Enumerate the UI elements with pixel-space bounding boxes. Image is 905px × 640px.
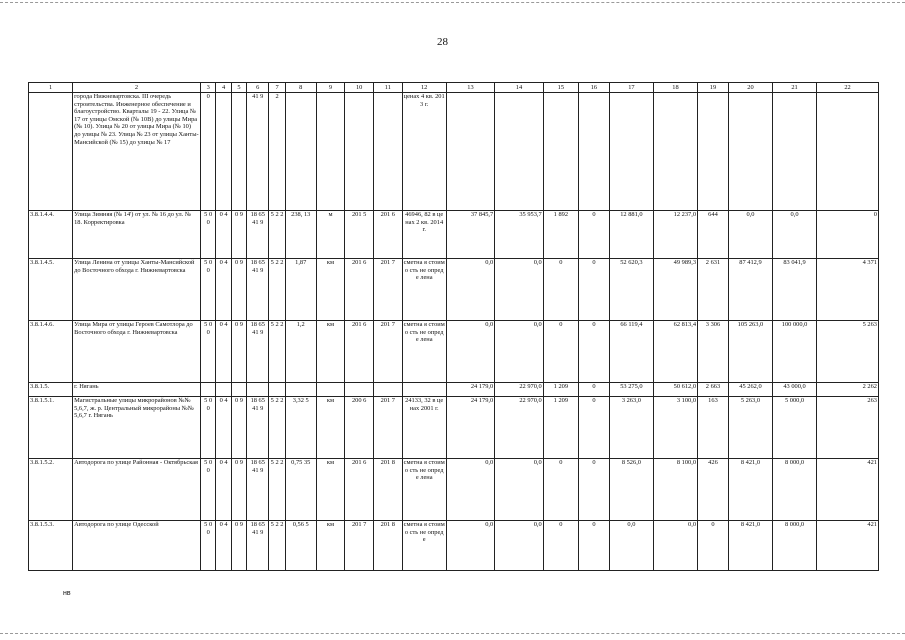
end-year-cell: 201 7 [373, 321, 402, 383]
footer-mark: нв [63, 590, 71, 597]
estimate-cell: сметна я стоимо сть не опреде [402, 521, 446, 571]
col5-cell [231, 93, 246, 211]
row-code-cell [29, 93, 73, 211]
column-header: 5 [231, 83, 246, 93]
estimate-cell: 46946, 82 в ценах 2 кв. 2014 г. [402, 211, 446, 259]
col3-cell: 5 0 0 [200, 321, 215, 383]
estimate-cell: сметна я стоимо сть не опреде лена [402, 459, 446, 521]
col19-cell [698, 93, 729, 211]
col3-cell: 5 0 0 [200, 259, 215, 321]
col3-cell: 5 0 0 [200, 459, 215, 521]
start-year-cell: 201 5 [345, 211, 374, 259]
col15-cell: 0 [543, 459, 578, 521]
column-header: 19 [698, 83, 729, 93]
col7-cell: 5 2 2 [269, 459, 286, 521]
end-year-cell: 201 7 [373, 397, 402, 459]
column-header: 3 [200, 83, 215, 93]
col5-cell: 0 9 [231, 459, 246, 521]
col15-cell: 1 209 [543, 397, 578, 459]
row-code-cell: 3.8.1.4.4. [29, 211, 73, 259]
col20-cell: 8 421,0 [728, 521, 772, 571]
col17-cell: 8 526,0 [609, 459, 653, 521]
col20-cell: 87 412,9 [728, 259, 772, 321]
col15-cell [543, 93, 578, 211]
row-name-cell: Улица Зимняя (№ 14') от ул. № 16 до ул. № 18. Корректировка [73, 211, 201, 259]
col4-cell: 0 4 [216, 459, 231, 521]
col4-cell: 0 4 [216, 211, 231, 259]
column-header: 2 [73, 83, 201, 93]
col18-cell: 62 813,4 [653, 321, 697, 383]
col15-cell: 0 [543, 321, 578, 383]
length-cell: 0,75 35 [285, 459, 316, 521]
end-year-cell: 201 8 [373, 459, 402, 521]
col16-cell: 0 [579, 259, 610, 321]
column-header: 16 [579, 83, 610, 93]
col6-cell [247, 383, 269, 397]
col21-cell: 8 000,0 [773, 459, 817, 521]
header-row [29, 83, 879, 93]
col5-cell: 0 9 [231, 259, 246, 321]
col18-cell: 12 237,0 [653, 211, 697, 259]
row-code-cell: 3.8.1.4.5. [29, 259, 73, 321]
col19-cell: 2 631 [698, 259, 729, 321]
col4-cell: 0 4 [216, 521, 231, 571]
col15-cell: 0 [543, 521, 578, 571]
col18-cell: 50 612,0 [653, 383, 697, 397]
col19-cell: 0 [698, 521, 729, 571]
col20-cell: 0,0 [728, 211, 772, 259]
start-year-cell: 201 7 [345, 521, 374, 571]
column-header: 9 [316, 83, 345, 93]
col7-cell: 2 [269, 93, 286, 211]
col22-cell: 0 [817, 211, 879, 259]
row-code-cell: 3.8.1.5.2. [29, 459, 73, 521]
table-row [29, 93, 879, 211]
col3-cell [200, 383, 215, 397]
col6-cell: 18 65 41 9 [247, 211, 269, 259]
col14-cell [495, 93, 544, 211]
col5-cell [231, 383, 246, 397]
col13-cell: 0,0 [446, 259, 495, 321]
col15-cell: 1 209 [543, 383, 578, 397]
col20-cell [728, 93, 772, 211]
col18-cell [653, 93, 697, 211]
budget-table [28, 82, 879, 571]
column-header: 12 [402, 83, 446, 93]
col22-cell [817, 93, 879, 211]
col20-cell: 45 262,0 [728, 383, 772, 397]
estimate-cell: 24133, 32 в ценах 2001 г. [402, 397, 446, 459]
col6-cell: 18 65 41 9 [247, 321, 269, 383]
unit-cell: км [316, 397, 345, 459]
col21-cell: 83 041,9 [773, 259, 817, 321]
row-code-cell: 3.8.1.5. [29, 383, 73, 397]
scan-bottom-edge [0, 633, 905, 634]
length-cell [285, 93, 316, 211]
end-year-cell: 201 7 [373, 259, 402, 321]
unit-cell: м [316, 211, 345, 259]
col22-cell: 2 262 [817, 383, 879, 397]
col19-cell: 3 306 [698, 321, 729, 383]
row-name-cell: города Нижневартовска. III очередь строительства. Инженерное обеспечение и благоустройство. Кварталы 19 - 22. Улица № 17 от улицы Омской (№ 10В) до улицы Мира (№ 10). Улица № 20 от улицы Мира (№ 10) до улицы № 23. Улица № 23 от улицы Ханты-Мансийской (№ 15) до улицы № 17 [73, 93, 201, 211]
start-year-cell: 200 6 [345, 397, 374, 459]
page-number: 28 [437, 36, 448, 48]
start-year-cell: 201 6 [345, 321, 374, 383]
estimate-cell: сметна я стоимо сть не опреде лена [402, 321, 446, 383]
column-header: 4 [216, 83, 231, 93]
col4-cell: 0 4 [216, 321, 231, 383]
col20-cell: 5 263,0 [728, 397, 772, 459]
col20-cell: 8 421,0 [728, 459, 772, 521]
end-year-cell: 201 6 [373, 211, 402, 259]
col13-cell: 0,0 [446, 521, 495, 571]
col22-cell: 421 [817, 459, 879, 521]
col17-cell: 3 263,0 [609, 397, 653, 459]
col16-cell: 0 [579, 397, 610, 459]
col14-cell: 22 970,0 [495, 397, 544, 459]
row-name-cell: Магистральные улицы микрорайонов №№ 5,6,7, ж. р. Центральный микрорайоны №№ 5,6,7 г. Нягань [73, 397, 201, 459]
col21-cell [773, 93, 817, 211]
length-cell: 1,2 [285, 321, 316, 383]
start-year-cell [345, 383, 374, 397]
row-name-cell: Улица Ленина от улицы Ханты-Мансийской до Восточного обхода г. Нижневартовска [73, 259, 201, 321]
col14-cell: 35 953,7 [495, 211, 544, 259]
row-name-cell: Автодорога по улице Районная - Октябрьская [73, 459, 201, 521]
column-header: 21 [773, 83, 817, 93]
col19-cell: 2 663 [698, 383, 729, 397]
row-name-cell: Улица Мира от улицы Героев Самотлора до Восточного обхода г. Нижневартовска [73, 321, 201, 383]
estimate-cell: ценах 4 кв. 2013 г. [402, 93, 446, 211]
length-cell: 1,87 [285, 259, 316, 321]
col7-cell: 5 2 2 [269, 259, 286, 321]
col13-cell [446, 93, 495, 211]
col14-cell: 0,0 [495, 521, 544, 571]
column-header: 11 [373, 83, 402, 93]
table-row [29, 321, 879, 383]
column-header: 17 [609, 83, 653, 93]
col20-cell: 105 263,0 [728, 321, 772, 383]
col21-cell: 8 000,0 [773, 521, 817, 571]
length-cell: 3,32 5 [285, 397, 316, 459]
col17-cell: 53 275,0 [609, 383, 653, 397]
col17-cell: 0,0 [609, 521, 653, 571]
start-year-cell [345, 93, 374, 211]
unit-cell [316, 383, 345, 397]
col13-cell: 0,0 [446, 459, 495, 521]
start-year-cell: 201 6 [345, 459, 374, 521]
unit-cell: км [316, 321, 345, 383]
col13-cell: 0,0 [446, 321, 495, 383]
col4-cell: 0 4 [216, 397, 231, 459]
column-header: 6 [247, 83, 269, 93]
col6-cell: 41 9 [247, 93, 269, 211]
col6-cell: 18 65 41 9 [247, 259, 269, 321]
column-header: 1 [29, 83, 73, 93]
unit-cell: км [316, 521, 345, 571]
col4-cell: 0 4 [216, 259, 231, 321]
col17-cell [609, 93, 653, 211]
col22-cell: 421 [817, 521, 879, 571]
col21-cell: 0,0 [773, 211, 817, 259]
col3-cell: 5 0 0 [200, 397, 215, 459]
column-header: 20 [728, 83, 772, 93]
col18-cell: 3 100,0 [653, 397, 697, 459]
column-header: 8 [285, 83, 316, 93]
length-cell: 0,56 5 [285, 521, 316, 571]
estimate-cell [402, 383, 446, 397]
unit-cell: км [316, 459, 345, 521]
table-row [29, 397, 879, 459]
col5-cell: 0 9 [231, 521, 246, 571]
column-header: 22 [817, 83, 879, 93]
col16-cell: 0 [579, 459, 610, 521]
col6-cell: 18 65 41 9 [247, 521, 269, 571]
table-row [29, 521, 879, 571]
col7-cell: 5 2 2 [269, 397, 286, 459]
col16-cell: 0 [579, 383, 610, 397]
scan-top-edge [0, 2, 905, 3]
row-code-cell: 3.8.1.4.6. [29, 321, 73, 383]
col14-cell: 22 970,0 [495, 383, 544, 397]
col4-cell [216, 93, 231, 211]
row-name-cell: Автодорога по улице Одесской [73, 521, 201, 571]
column-header: 10 [345, 83, 374, 93]
col3-cell: 5 0 0 [200, 521, 215, 571]
col18-cell: 0,0 [653, 521, 697, 571]
col15-cell: 0 [543, 259, 578, 321]
table-row [29, 211, 879, 259]
col19-cell: 163 [698, 397, 729, 459]
col15-cell: 1 892 [543, 211, 578, 259]
col16-cell: 0 [579, 521, 610, 571]
col16-cell: 0 [579, 321, 610, 383]
col7-cell: 5 2 2 [269, 521, 286, 571]
col7-cell: 5 2 2 [269, 321, 286, 383]
col3-cell: 5 0 0 [200, 211, 215, 259]
col19-cell: 644 [698, 211, 729, 259]
col6-cell: 18 65 41 9 [247, 459, 269, 521]
table-row [29, 259, 879, 321]
col14-cell: 0,0 [495, 321, 544, 383]
row-code-cell: 3.8.1.5.3. [29, 521, 73, 571]
col13-cell: 24 179,0 [446, 383, 495, 397]
row-code-cell: 3.8.1.5.1. [29, 397, 73, 459]
col19-cell: 426 [698, 459, 729, 521]
col6-cell: 18 65 41 9 [247, 397, 269, 459]
col17-cell: 52 620,3 [609, 259, 653, 321]
unit-cell [316, 93, 345, 211]
col16-cell: 0 [579, 211, 610, 259]
length-cell: 238, 13 [285, 211, 316, 259]
col22-cell: 4 371 [817, 259, 879, 321]
table-row [29, 459, 879, 521]
column-header: 15 [543, 83, 578, 93]
column-header: 7 [269, 83, 286, 93]
column-header: 13 [446, 83, 495, 93]
row-name-cell: г. Нягань [73, 383, 201, 397]
column-header: 14 [495, 83, 544, 93]
col5-cell: 0 9 [231, 211, 246, 259]
col21-cell: 100 000,0 [773, 321, 817, 383]
column-header: 18 [653, 83, 697, 93]
unit-cell: км [316, 259, 345, 321]
col17-cell: 66 119,4 [609, 321, 653, 383]
col18-cell: 49 989,3 [653, 259, 697, 321]
col22-cell: 5 263 [817, 321, 879, 383]
col3-cell: 0 [200, 93, 215, 211]
col17-cell: 12 881,0 [609, 211, 653, 259]
col13-cell: 24 179,0 [446, 397, 495, 459]
end-year-cell: 201 8 [373, 521, 402, 571]
col21-cell: 43 000,0 [773, 383, 817, 397]
end-year-cell [373, 93, 402, 211]
col14-cell: 0,0 [495, 259, 544, 321]
col5-cell: 0 9 [231, 321, 246, 383]
col18-cell: 8 100,0 [653, 459, 697, 521]
length-cell [285, 383, 316, 397]
table-row [29, 383, 879, 397]
col5-cell: 0 9 [231, 397, 246, 459]
col4-cell [216, 383, 231, 397]
col13-cell: 37 845,7 [446, 211, 495, 259]
start-year-cell: 201 6 [345, 259, 374, 321]
col21-cell: 5 000,0 [773, 397, 817, 459]
col22-cell: 263 [817, 397, 879, 459]
estimate-cell: сметна я стоимо сть не опреде лена [402, 259, 446, 321]
col7-cell: 5 2 2 [269, 211, 286, 259]
col14-cell: 0,0 [495, 459, 544, 521]
end-year-cell [373, 383, 402, 397]
col7-cell [269, 383, 286, 397]
col16-cell [579, 93, 610, 211]
